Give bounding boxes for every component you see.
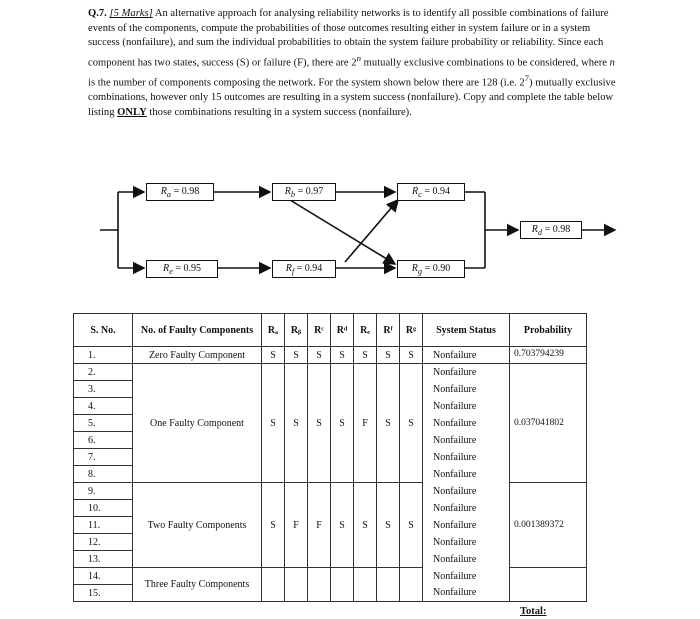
- probability-two: 0.001389372: [510, 483, 587, 568]
- row-number: 14.: [74, 568, 133, 585]
- header-ra: Rₐ: [262, 314, 285, 347]
- system-status: Nonfailure: [423, 500, 510, 517]
- state-ra: S: [262, 347, 285, 364]
- system-status: Nonfailure: [423, 568, 510, 585]
- state-rd: S: [331, 347, 354, 364]
- state-rc: S: [308, 347, 331, 364]
- system-status: Nonfailure: [423, 347, 510, 364]
- state-re-empty: [354, 568, 377, 602]
- state-rc: S: [308, 364, 331, 483]
- row-number: 1.: [74, 347, 133, 364]
- state-ra-empty: [262, 568, 285, 602]
- group-label-one: One Faulty Component: [133, 364, 262, 483]
- system-status: Nonfailure: [423, 534, 510, 551]
- probability-one: 0.037041802: [510, 364, 587, 483]
- state-rg: S: [400, 347, 423, 364]
- system-status: Nonfailure: [423, 483, 510, 500]
- only-emphasis: ONLY: [117, 106, 147, 118]
- system-status: Nonfailure: [423, 551, 510, 568]
- state-re: F: [354, 364, 377, 483]
- system-status: Nonfailure: [423, 466, 510, 483]
- row-number: 11.: [74, 517, 133, 534]
- row-number: 6.: [74, 432, 133, 449]
- state-rg: S: [400, 364, 423, 483]
- question-text-5: those combinations resulting in a system success (nonfailure).: [146, 106, 412, 118]
- state-rd: S: [331, 364, 354, 483]
- row-number: 7.: [74, 449, 133, 466]
- system-status: Nonfailure: [423, 415, 510, 432]
- state-rd-empty: [331, 568, 354, 602]
- system-status: Nonfailure: [423, 364, 510, 381]
- question-text-3: is the number of components composing the network. For the system shown below there are 128 (i.e. 2: [88, 77, 525, 89]
- arrow-rf-rc: [345, 200, 398, 262]
- row-number: 5.: [74, 415, 133, 432]
- header-re: Rₑ: [354, 314, 377, 347]
- header-probability: Probability: [510, 314, 587, 347]
- probability-three-empty: [510, 568, 587, 602]
- header-rc: Rᶜ: [308, 314, 331, 347]
- header-system-status: System Status: [423, 314, 510, 347]
- arrow-rb-rg: [290, 200, 395, 264]
- success-combinations-table: [73, 313, 587, 602]
- row-number: 12.: [74, 534, 133, 551]
- block-rg: $R_g = 0.90$: [397, 260, 465, 278]
- block-rb: $R_b = 0.97$: [272, 183, 336, 201]
- state-ra: S: [262, 483, 285, 568]
- header-rg: Rᵍ: [400, 314, 423, 347]
- row-number: 2.: [74, 364, 133, 381]
- question-text-1: An alternative approach for analysing reliability networks is to identify all possible combinations of failure events of the components, compute the probabilities of those outcomes resulting either in system failure or in a system success (nonfailure), and sum the individual probabilities to obtain the system failure probability or reliability. Since each component has two states, success (S) or failure (F), there are 2: [88, 8, 609, 69]
- state-rc: F: [308, 483, 331, 568]
- state-rf: S: [377, 483, 400, 568]
- total-label: Total:: [520, 606, 547, 617]
- variable-n: n: [609, 57, 615, 69]
- block-ra: $R_a = 0.98$: [146, 183, 214, 201]
- row-number: 10.: [74, 500, 133, 517]
- state-ra: S: [262, 364, 285, 483]
- state-rf: S: [377, 347, 400, 364]
- table-row: [74, 483, 587, 500]
- state-rb-empty: [285, 568, 308, 602]
- header-rb: Rᵦ: [285, 314, 308, 347]
- system-status: Nonfailure: [423, 517, 510, 534]
- row-number: 3.: [74, 381, 133, 398]
- state-rb: S: [285, 347, 308, 364]
- table-row: [74, 568, 587, 585]
- row-number: 4.: [74, 398, 133, 415]
- header-rf: Rᶠ: [377, 314, 400, 347]
- group-label-three: Three Faulty Components: [133, 568, 262, 602]
- row-number: 15.: [74, 585, 133, 602]
- state-rg-empty: [400, 568, 423, 602]
- state-rf: S: [377, 364, 400, 483]
- state-rg: S: [400, 483, 423, 568]
- row-number: 13.: [74, 551, 133, 568]
- superscript-n: n: [356, 52, 362, 63]
- header-sno: S. No.: [74, 314, 133, 347]
- state-rf-empty: [377, 568, 400, 602]
- block-rf: $R_f = 0.94$: [272, 260, 336, 278]
- question-text-2: mutually exclusive combinations to be considered, where: [361, 57, 610, 69]
- system-status: Nonfailure: [423, 398, 510, 415]
- system-status: Nonfailure: [423, 585, 510, 602]
- table-header-row: [74, 314, 587, 347]
- group-label-two: Two Faulty Components: [133, 483, 262, 568]
- table-row: [74, 364, 587, 381]
- header-rd: Rᵈ: [331, 314, 354, 347]
- system-status: Nonfailure: [423, 381, 510, 398]
- state-re: S: [354, 347, 377, 364]
- row-number: 8.: [74, 466, 133, 483]
- state-rd: S: [331, 483, 354, 568]
- superscript-7: 7: [524, 72, 530, 83]
- header-faulty-components: No. of Faulty Components: [133, 314, 262, 347]
- question-marks: [5 Marks]: [109, 8, 153, 19]
- state-rc-empty: [308, 568, 331, 602]
- block-rd: $R_d = 0.98$: [520, 221, 582, 239]
- row-number: 9.: [74, 483, 133, 500]
- group-label-zero: Zero Faulty Component: [133, 347, 262, 364]
- block-re: $R_e = 0.95$: [146, 260, 218, 278]
- system-status: Nonfailure: [423, 449, 510, 466]
- block-rc: $R_c = 0.94$: [397, 183, 465, 201]
- question-label: Q.7.: [88, 8, 107, 19]
- state-rb: S: [285, 364, 308, 483]
- state-re: S: [354, 483, 377, 568]
- state-rb: F: [285, 483, 308, 568]
- table-row: [74, 347, 587, 364]
- probability-zero: 0.703794239: [510, 347, 587, 364]
- question-text-4: ) mutually exclusive combinations, however only 15 outcomes are resulting in a system success (nonfailure). Copy and complete the table below listing: [88, 77, 616, 118]
- system-status: Nonfailure: [423, 432, 510, 449]
